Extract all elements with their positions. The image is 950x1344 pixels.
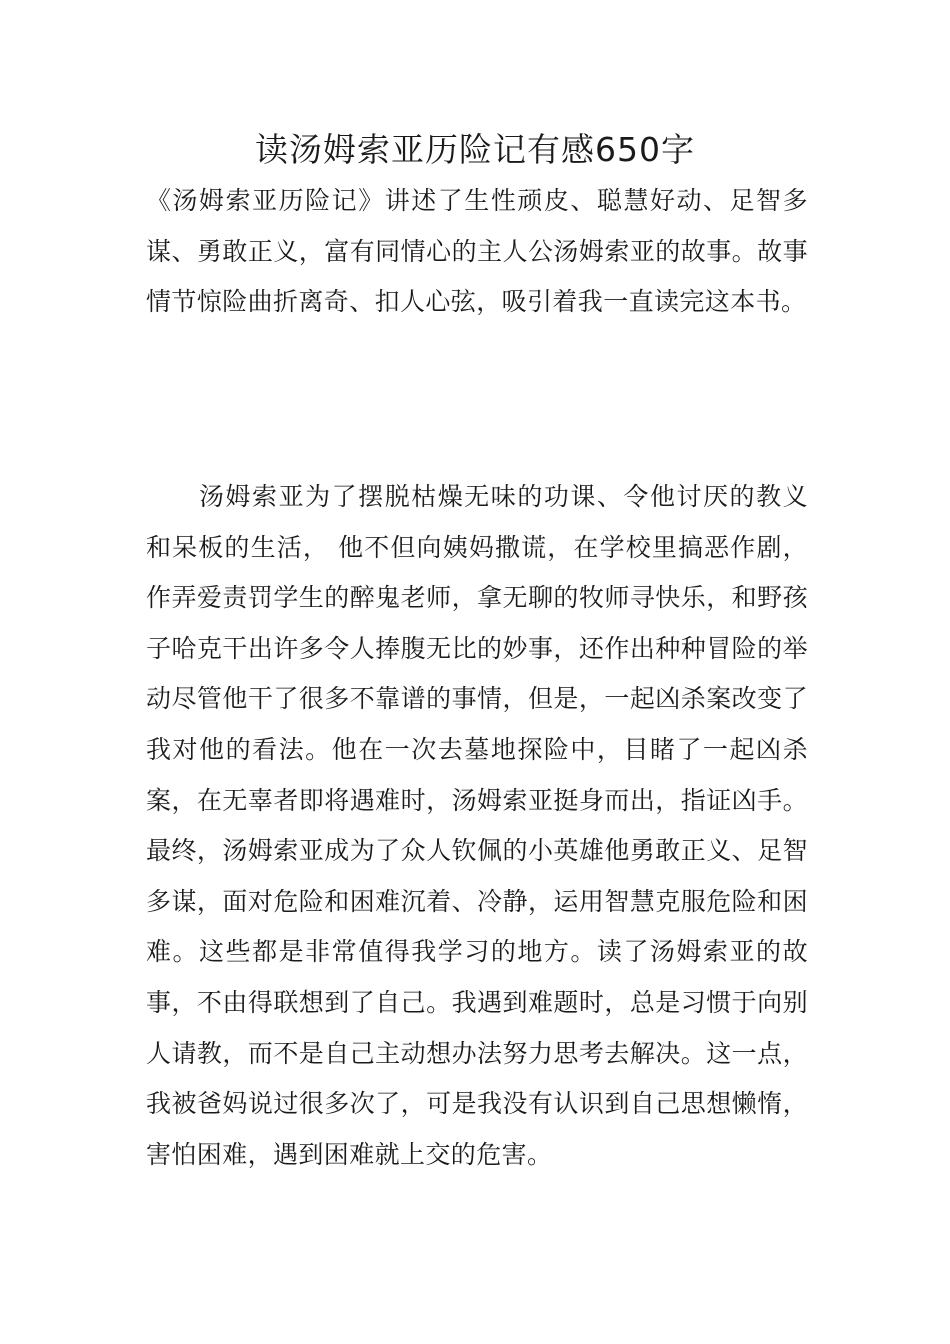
- paragraph-body: 汤姆索亚为了摆脱枯燥无味的功课、令他讨厌的教义和呆板的生活， 他不但向姨妈撒谎，在学校里搞恶作剧，作弄爱责罚学生的醉鬼老师，拿无聊的牧师寻快乐，和野孩子哈克干出许多令人捧腹无比的妙事，还作出种种冒险的举动尽管他干了很多不靠谱的事情，但是，一起凶杀案改变了我对他的看法。他在一次去墓地探险中，目睹了一起凶杀案，在无辜者即将遇难时，汤姆索亚挺身而出，指证凶手。最终，汤姆索亚成为了众人钦佩的小英雄他勇敢正义、足智多谋，面对危险和困难沉着、冷静，运用智慧克服危险和困难。这些都是非常值得我学习的地方。读了汤姆索亚的故事，不由得联想到了自己。我遇到难题时，总是习惯于向别人请教，而不是自己主动想办法努力思考去解决。这一点，我被爸妈说过很多次了，可是我没有认识到自己思想懒惰，害怕困难，遇到困难就上交的危害。: [146, 482, 808, 1169]
- document-title: 读汤姆索亚历险记有感650字: [255, 130, 695, 169]
- paragraph-intro: 《汤姆索亚历险记》讲述了生性顽皮、聪慧好动、足智多谋、勇敢正义，富有同情心的主人公汤姆索亚的故事。故事情节惊险曲折离奇、扣人心弦，吸引着我一直读完这本书。: [146, 186, 808, 317]
